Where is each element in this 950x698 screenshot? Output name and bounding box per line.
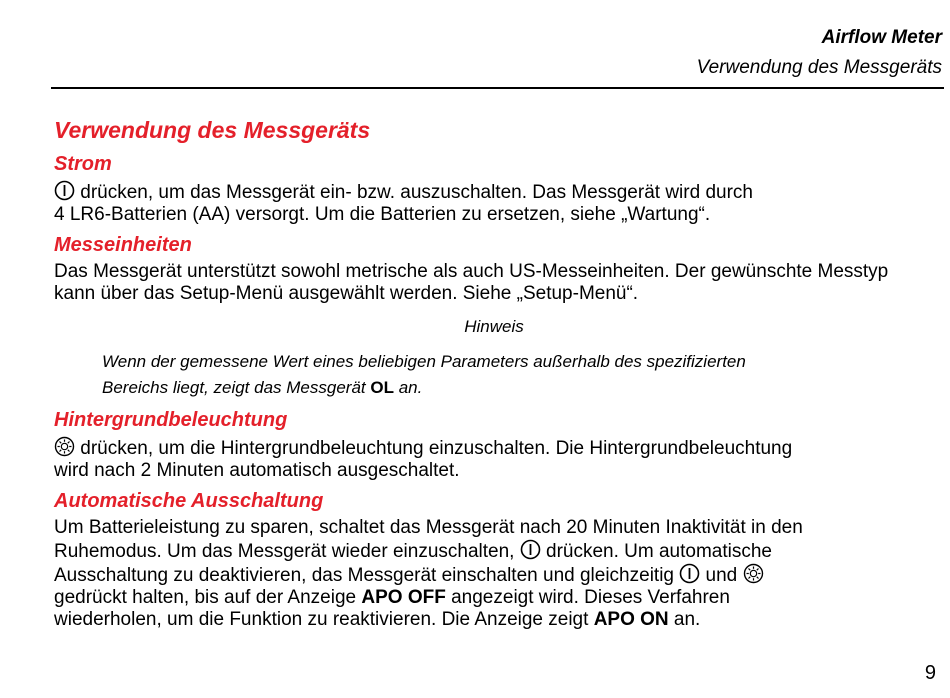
page-number: 9 <box>924 662 936 684</box>
hintergrund-text <box>54 436 934 482</box>
apo-on-label: APO ON <box>593 609 669 630</box>
note-line1: Wenn der gemessene Wert eines beliebigen Parameters außerhalb des spezifizierten <box>102 352 746 371</box>
backlight-icon <box>743 563 764 584</box>
messeinheiten-text: Das Messgerät unterstützt sowohl metrische als auch US-Messeinheiten. Der gewünschte Messtyp kann über das Setup-Menü ausgewählt werden. Siehe „Setup-Menü“. <box>54 261 889 304</box>
apo-line3a: Ausschaltung zu deaktivieren, das Messgerät einschalten und gleichzeitig <box>54 565 680 586</box>
heading-apo: Automatische Ausschaltung <box>54 490 324 512</box>
heading-hintergrund: Hintergrundbeleuchtung <box>54 409 288 431</box>
apo-line1: Um Batterieleistung zu sparen, schaltet das Messgerät nach 20 Minuten Inaktivität in den <box>54 517 803 538</box>
hintergrund-line1: drücken, um die Hintergrundbeleuchtung einzuschalten. Die Hintergrundbeleuchtung <box>75 438 793 459</box>
heading-strom: Strom <box>54 153 112 175</box>
power-icon <box>679 563 700 584</box>
note-text <box>102 349 934 401</box>
apo-line4a: gedrückt halten, bis auf der Anzeige <box>54 587 362 608</box>
apo-line2b: drücken. Um automatische <box>540 541 772 562</box>
apo-text <box>54 517 934 631</box>
note-line2-pre: Bereichs liegt, zeigt das Messgerät <box>102 378 371 397</box>
apo-line3b: und <box>700 565 743 586</box>
strom-line1: drücken, um das Messgerät ein- bzw. auszuschalten. Das Messgerät wird durch <box>75 182 753 203</box>
apo-line4b: angezeigt wird. Dieses Verfahren <box>445 587 730 608</box>
header-rule <box>51 87 944 89</box>
apo-line5a: wiederholen, um die Funktion zu reaktivieren. Die Anzeige zeigt <box>54 609 594 630</box>
backlight-icon <box>54 436 75 457</box>
strom-line2: 4 LR6-Batterien (AA) versorgt. Um die Batterien zu ersetzen, siehe „Wartung“. <box>54 204 711 225</box>
apo-line2a: Ruhemodus. Um das Messgerät wieder einzuschalten, <box>54 541 520 562</box>
header-title: Airflow Meter <box>821 27 942 48</box>
main-content <box>54 115 934 631</box>
power-icon <box>520 539 541 560</box>
power-icon <box>54 180 75 201</box>
strom-text <box>54 180 934 226</box>
note-label: Hinweis <box>464 317 524 336</box>
header-subtitle: Verwendung des Messgeräts <box>696 57 942 78</box>
heading-messeinheiten: Messeinheiten <box>54 234 192 256</box>
hintergrund-line2: wird nach 2 Minuten automatisch ausgeschaltet. <box>54 460 460 481</box>
section-title: Verwendung des Messgeräts <box>54 117 371 143</box>
apo-off-label: APO OFF <box>361 587 446 608</box>
apo-line5b: an. <box>668 609 701 630</box>
note-line2-post: an. <box>393 378 423 397</box>
note-ol: OL <box>370 378 394 397</box>
